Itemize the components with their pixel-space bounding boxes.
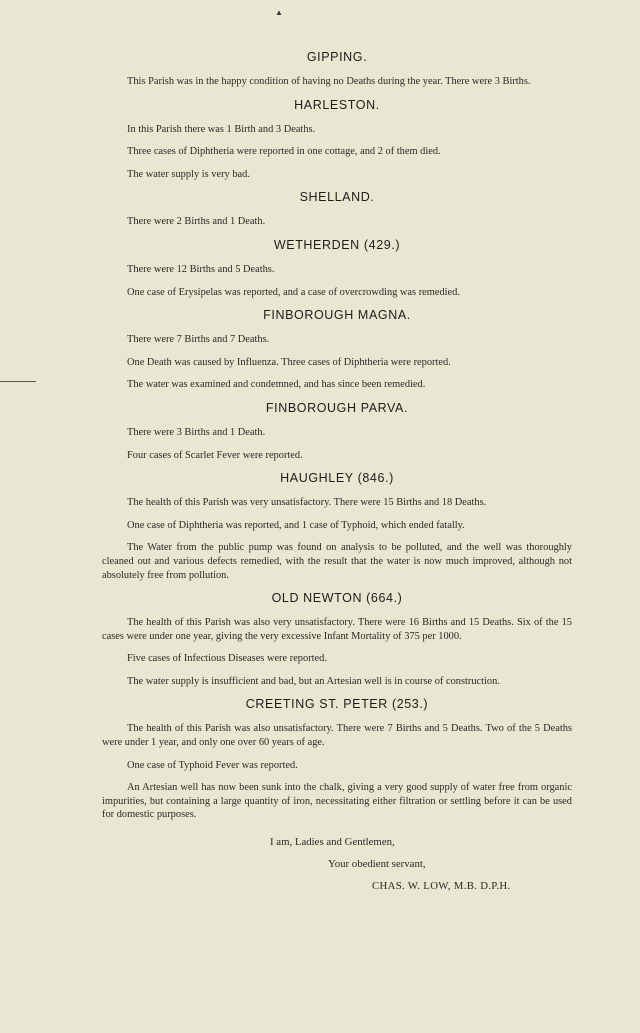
parish-paragraph: Five cases of Infectious Diseases were reported. (127, 653, 327, 665)
parish-paragraph: There were 12 Births and 5 Deaths. (127, 263, 275, 275)
salutation: I am, Ladies and Gentlemen, (270, 836, 395, 849)
parish-paragraph: One case of Typhoid Fever was reported. (127, 759, 298, 771)
sign-off: Your obedient servant, (328, 858, 426, 871)
parish-section (102, 98, 572, 182)
parish-paragraph: In this Parish there was 1 Birth and 3 Deaths. (127, 123, 316, 135)
parish-section (102, 591, 572, 688)
parish-paragraph: The water supply is very bad. (127, 168, 250, 180)
closing-block (102, 836, 572, 892)
report-body (102, 50, 572, 902)
parish-paragraph: There were 3 Births and 1 Death. (127, 426, 266, 438)
parish-heading: CREETING ST. PETER (253.) (245, 697, 429, 712)
parish-paragraph: The health of this Parish was also very unsatisfactory. There were 16 Births and 15 Deaths. Six of the 15 cases were under one year, giving the very excessive Infant Mortality of 375 per 1000. (102, 617, 572, 642)
parish-paragraph: The health of this Parish was also unsatisfactory. There were 7 Births and 5 Deaths. Two of the 5 Deaths were under 1 year, and only one over 60 years of age. (102, 723, 572, 749)
parish-section (102, 471, 572, 582)
parish-section (102, 308, 572, 392)
parish-section (102, 50, 572, 89)
parish-heading: HARLESTON. (294, 97, 380, 112)
parish-paragraph: One case of Diphtheria was reported, and 1 case of Typhoid, which ended fatally. (127, 519, 465, 531)
parish-section (102, 190, 572, 229)
parish-paragraph: The Water from the public pump was found on analysis to be polluted, and the well was thoroughly cleaned out and various defects remedied, with the result that the water is now much improved, although not absolutely free from pollution. (102, 542, 572, 581)
parish-paragraph: An Artesian well has now been sunk into the chalk, giving a very good supply of water free from organic impurities, but containing a large quantity of iron, necessitating either filtration or settling before it can be used for domestic purposes. (102, 782, 572, 821)
parish-section (102, 238, 572, 299)
parish-paragraph: The health of this Parish was very unsatisfactory. There were 15 Births and 18 Deaths. (127, 497, 487, 509)
parish-paragraph: Four cases of Scarlet Fever were reported. (127, 449, 303, 461)
parish-section (102, 401, 572, 462)
parish-paragraph: One case of Erysipelas was reported, and a case of overcrowding was remedied. (127, 286, 460, 298)
signature: CHAS. W. LOW, M.B. D.P.H. (372, 880, 511, 893)
parish-sections (102, 50, 572, 822)
margin-rule (0, 381, 36, 382)
parish-paragraph: This Parish was in the happy condition of having no Deaths during the year. There were 3 Births. (127, 76, 531, 87)
parish-heading: FINBOROUGH MAGNA. (263, 308, 411, 323)
parish-paragraph: There were 2 Births and 1 Death. (127, 216, 266, 228)
parish-section (102, 697, 572, 822)
parish-heading: HAUGHLEY (846.) (280, 471, 394, 486)
parish-heading: WETHERDEN (429.) (273, 237, 401, 252)
parish-heading: OLD NEWTON (664.) (271, 591, 403, 606)
parish-paragraph: Three cases of Diphtheria were reported in one cottage, and 2 of them died. (127, 146, 441, 158)
parish-paragraph: One Death was caused by Influenza. Three cases of Diphtheria were reported. (127, 356, 451, 368)
parish-heading: GIPPING. (306, 50, 368, 64)
parish-paragraph: There were 7 Births and 7 Deaths. (127, 334, 270, 346)
parish-paragraph: The water was examined and condemned, and has since been remedied. (127, 379, 426, 391)
parish-heading: SHELLAND. (299, 190, 375, 205)
page-mark: ▲ (275, 8, 283, 17)
parish-heading: FINBOROUGH PARVA. (265, 400, 409, 415)
parish-paragraph: The water supply is insufficient and bad, but an Artesian well is in course of construction. (127, 675, 500, 687)
